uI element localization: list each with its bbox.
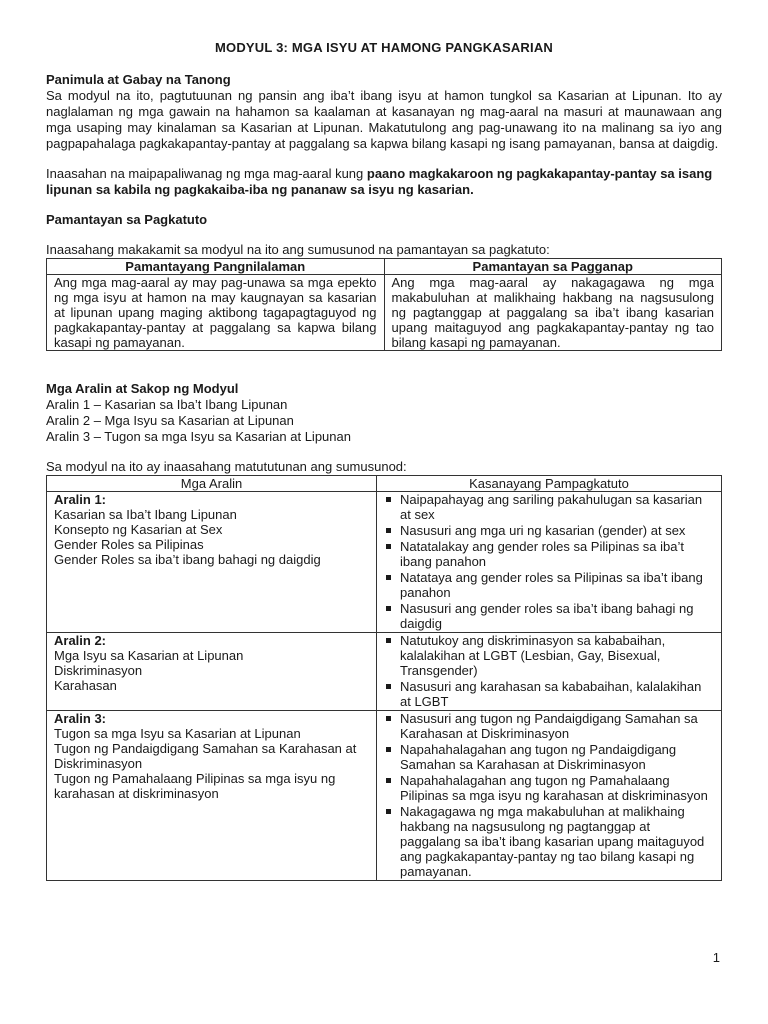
square-bullet-icon [386, 778, 391, 783]
list-item [384, 711, 714, 741]
lesson-cell [47, 711, 377, 881]
list-item [384, 523, 714, 538]
square-bullet-icon [386, 606, 391, 611]
lesson-topic: Tugon ng Pamahalaang Pilipinas sa mga isyu ng karahasan at diskriminasyon [54, 771, 336, 801]
lesson-topic: Gender Roles sa Pilipinas [54, 537, 204, 552]
table-row [47, 711, 722, 881]
square-bullet-icon [386, 575, 391, 580]
lesson-topic: Diskriminasyon [54, 663, 143, 678]
skills-list [384, 492, 714, 631]
lesson-list-item: Aralin 1 – Kasarian sa Iba’t Ibang Lipunan [46, 397, 288, 412]
lesson-cell [47, 492, 377, 633]
skills-cell [377, 492, 722, 633]
expectation-lead: Inaasahan na maipapaliwanag ng mga mag-aaral kung [46, 166, 367, 181]
lesson-topic: Konsepto ng Kasarian at Sex [54, 522, 223, 537]
table-row [47, 275, 722, 351]
skills-cell [377, 633, 722, 711]
square-bullet-icon [386, 497, 391, 502]
skill-text: Nasusuri ang karahasan sa kababaihan, kalalakihan at LGBT [400, 679, 702, 709]
table-row [47, 633, 722, 711]
intro-heading: Panimula at Gabay na Tanong [46, 72, 231, 87]
skill-text: Natataya ang gender roles sa Pilipinas sa iba’t ibang panahon [400, 570, 703, 600]
skill-text: Nasusuri ang mga uri ng kasarian (gender) at sex [400, 523, 686, 538]
column-header-content-standard: Pamantayang Pangnilalaman [47, 259, 385, 275]
lesson-list-item: Aralin 2 – Mga Isyu sa Kasarian at Lipunan [46, 413, 294, 428]
list-item [384, 804, 714, 879]
column-header-performance-standard: Pamantayan sa Pagganap [384, 259, 722, 275]
lessons-heading: Mga Aralin at Sakop ng Modyul [46, 381, 239, 396]
skill-text: Nasusuri ang tugon ng Pandaigdigang Samahan sa Karahasan at Diskriminasyon [400, 711, 698, 741]
page-number: 1 [712, 950, 720, 965]
lesson-cell [47, 633, 377, 711]
square-bullet-icon [386, 528, 391, 533]
lesson-topic: Tugon sa mga Isyu sa Kasarian at Lipunan [54, 726, 301, 741]
lesson-topic: Kasarian sa Iba’t Ibang Lipunan [54, 507, 237, 522]
square-bullet-icon [386, 638, 391, 643]
module-title: MODYUL 3: MGA ISYU AT HAMONG PANGKASARIAN [214, 40, 554, 55]
skill-text: Napahahalagahan ang tugon ng Pamahalaang Pilipinas sa mga isyu ng karahasan at diskriminasyon [400, 773, 708, 803]
skill-text: Nasusuri ang gender roles sa iba’t ibang bahagi ng daigdig [400, 601, 694, 631]
lessons-table [46, 475, 722, 881]
square-bullet-icon [386, 684, 391, 689]
performance-standard-cell: Ang mga mag-aaral ay nakagagawa ng mga makabuluhan at malikhaing hakbang na nagsusulong ng pagtanggap at paggalang sa iba’t ibang kasarian upang maitaguyod ang pagkakapantay-pantay ng tao bilang kasapi ng pamayanan. [384, 275, 722, 351]
skill-text: Natutukoy ang diskriminasyon sa kababaihan, kalalakihan at LGBT (Lesbian, Gay, Bisexual, Transgender) [400, 633, 666, 678]
skill-text: Naipapahayag ang sariling pakahulugan sa kasarian at sex [400, 492, 703, 522]
column-header-lessons: Mga Aralin [47, 476, 377, 492]
lesson-title: Aralin 2: [54, 633, 107, 648]
list-item [384, 492, 714, 522]
lessons-table-lead: Sa modyul na ito ay inaasahang matututunan ang sumusunod: [46, 459, 407, 474]
skills-list [384, 633, 714, 709]
lesson-title: Aralin 3: [54, 711, 107, 726]
column-header-skills: Kasanayang Pampagkatuto [377, 476, 722, 492]
square-bullet-icon [386, 747, 391, 752]
standards-table [46, 258, 722, 351]
lesson-topic: Karahasan [54, 678, 117, 693]
lesson-topic: Mga Isyu sa Kasarian at Lipunan [54, 648, 244, 663]
list-item [384, 773, 714, 803]
intro-paragraph: Sa modyul na ito, pagtutuunan ng pansin ang iba’t ibang isyu at hamon tungkol sa Kasarian at Lipunan. Ito ay naglalaman ng mga gawain na hahamon sa kaalaman at kasanayan ng mag-aaral na masuri at maunawaan ang mga usaping may kinalaman sa Kasarian at Lipunan. Makatutulong ang pag-unawang ito na malinang sa iyo ang pagpapahalaga pagkakapantay-pantay at paggalang sa kapwa bilang kasapi ng isang pamayanan, bansa at daigdig. [46, 88, 722, 151]
skill-text: Natatalakay ang gender roles sa Pilipinas sa iba’t ibang panahon [400, 539, 685, 569]
skill-text: Napahahalagahan ang tugon ng Pandaigdigang Samahan sa Karahasan at Diskriminasyon [400, 742, 677, 772]
square-bullet-icon [386, 716, 391, 721]
skills-list [384, 711, 714, 879]
list-item [384, 539, 714, 569]
lesson-topic: Tugon ng Pandaigdigang Samahan sa Karahasan at Diskriminasyon [54, 741, 357, 771]
list-item [384, 742, 714, 772]
lesson-list-item: Aralin 3 – Tugon sa mga Isyu sa Kasarian at Lipunan [46, 429, 351, 444]
skill-text: Nakagagawa ng mga makabuluhan at malikhaing hakbang na nagsusulong ng pagtanggap at paggalang sa iba’t ibang kasarian upang maitaguyod ang pagkakapantay-pantay ng tao bilang kasapi ng pamayanan. [400, 804, 705, 879]
content-standard-cell: Ang mga mag-aaral ay may pag-unawa sa mga epekto ng mga isyu at hamon na may kaugnayan sa kasarian at lipunan upang maging aktibong tagapagtaguyod ng pagkakapantay-pantay at paggalang sa kapwa bilang kasapi ng pamayanan. [47, 275, 385, 351]
square-bullet-icon [386, 544, 391, 549]
list-item [384, 570, 714, 600]
square-bullet-icon [386, 809, 391, 814]
list-item [384, 679, 714, 709]
lesson-title: Aralin 1: [54, 492, 107, 507]
expectation-paragraph [46, 166, 722, 198]
skills-cell [377, 711, 722, 881]
standards-heading: Pamantayan sa Pagkatuto [46, 212, 208, 227]
expectation-bold: paano magkakaroon ng pagkakapantay-pantay sa isang lipunan sa kabila ng pagkakaiba-iba ng pananaw sa isyu ng kasarian. [46, 166, 713, 197]
lesson-topic: Gender Roles sa iba’t ibang bahagi ng daigdig [54, 552, 321, 567]
standards-lead: Inaasahang makakamit sa modyul na ito ang sumusunod na pamantayan sa pagkatuto: [46, 242, 550, 257]
document-page [46, 40, 722, 881]
table-row [47, 492, 722, 633]
list-item [384, 633, 714, 678]
list-item [384, 601, 714, 631]
